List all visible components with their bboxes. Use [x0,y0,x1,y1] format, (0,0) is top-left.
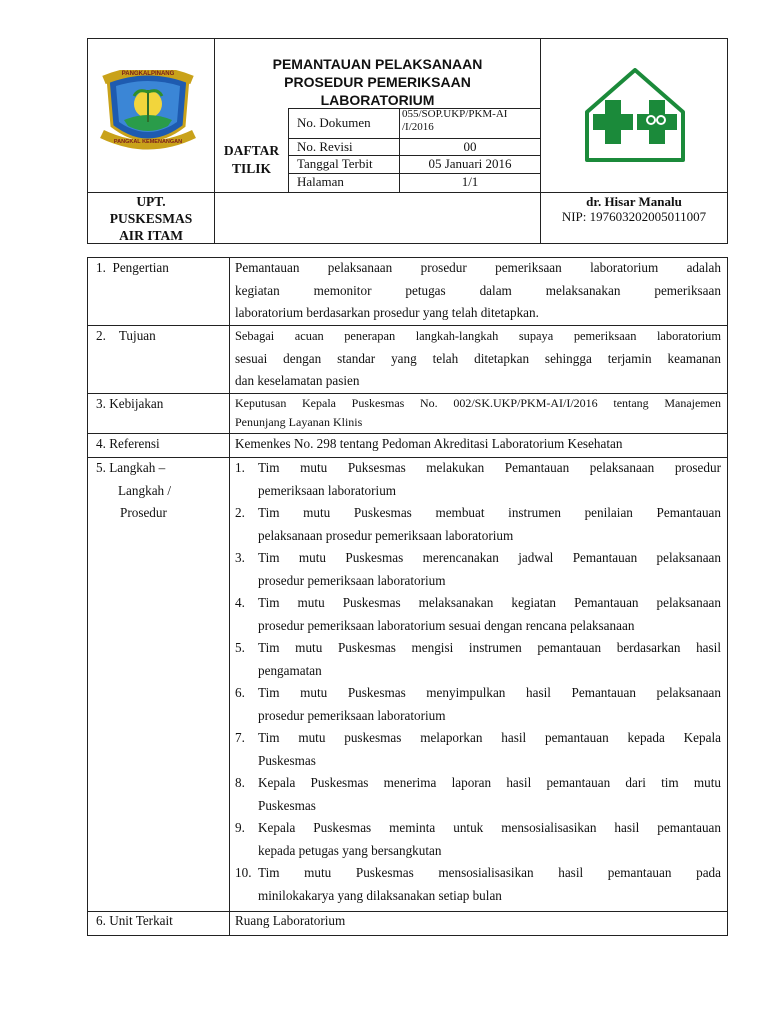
step-line: Tim mutu puskesmas melaporkan hasil pemantauan kepada Kepala [258,730,721,745]
meta-value-issue-date: 05 Januari 2016 [428,156,512,171]
step-number: 9. [235,820,245,835]
text-line: Penunjang Layanan Klinis [235,415,363,429]
title-line: PROSEDUR PEMERIKSAAN [284,74,471,90]
city-emblem-logo [98,70,198,154]
meta-value-revision: 00 [463,139,477,154]
step-number: 3. [235,550,245,565]
title-line: LABORATORIUM [320,92,435,108]
document-title [215,55,540,109]
step-item [231,817,721,862]
step-number: 10. [235,865,252,880]
org-line: PUSKESMAS [109,211,193,226]
text-line: laboratorium berdasarkan prosedur yang telah ditetapkan. [235,305,539,320]
step-number: 4. [235,595,245,610]
section-content-kebijakan [235,394,721,432]
section-label-pengertian: 1. Pengertian [96,260,169,275]
step-line: Tim mutu Puskesmas merencanakan jadwal Pemantauan pelaksanaan [258,550,721,565]
logo-top-ribbon-text: PANGKALPINANG [121,71,175,77]
meta-label-doc-number: No. Dokumen [297,115,371,130]
step-line: Tim mutu Puskesmas mengisi instrumen pemantauan berdasarkan hasil [258,640,721,655]
section-label-tujuan: 2. Tujuan [96,328,156,343]
section-label-kebijakan: 3. Kebijakan [96,396,164,411]
doc-type-line: TILIK [231,161,272,176]
step-line: Kepala Puskesmas menerima laporan hasil pemantauan dari tim mutu [258,775,721,790]
text-line: Sebagai acuan penerapan langkah-langkah supaya pemeriksaan laboratorium [235,329,721,343]
meta-label-issue-date: Tanggal Terbit [297,156,373,171]
section-label-referensi: 4. Referensi [96,436,160,451]
step-line: Tim mutu Puskesmas melaksanakan kegiatan Pemantauan pelaksanaan [258,595,721,610]
step-number: 6. [235,685,245,700]
puskesmas-logo [585,68,685,162]
meta-value-page: 1/1 [461,174,479,189]
step-line: Tim mutu Puskesmas mensosialisasikan hasil pemantauan pada [258,865,721,880]
step-number: 2. [235,505,245,520]
step-number: 1. [235,460,245,475]
title-line: PEMANTAUAN PELAKSANAAN [272,56,483,72]
section-label-langkah [96,457,226,525]
organization-name [88,193,214,244]
step-line: prosedur pemeriksaan laboratorium [258,572,446,588]
org-line: AIR ITAM [119,228,183,243]
text-line: Keputusan Kepala Puskesmas No. 002/SK.UKP/PKM-AI/I/2016 tentang Manajemen [235,396,721,410]
section-content-referensi: Kemenkes No. 298 tentang Pedoman Akreditasi Laboratorium Kesehatan [235,436,623,451]
step-line: pengamatan [258,662,322,678]
step-number: 7. [235,730,245,745]
step-item [231,637,721,682]
step-line: Tim mutu Puskesmas membuat instrumen penilaian Pemantauan [258,505,721,520]
step-line: pemeriksaan laboratorium [258,482,397,498]
step-line: Tim mutu Puskesmas menyimpulkan hasil Pemantauan pelaksanaan [258,685,721,700]
step-item [231,682,721,727]
step-number: 8. [235,775,245,790]
step-item [231,547,721,592]
step-line: prosedur pemeriksaan laboratorium sesuai dengan rencana pelaksanaan [258,617,635,633]
meta-label-revision: No. Revisi [297,139,353,154]
text-line: sesuai dengan standar yang telah ditetapkan sehingga terjamin keamanan [235,350,721,366]
step-number: 5. [235,640,245,655]
meta-label-page: Halaman [297,174,344,189]
logo-bottom-ribbon-text: PANGKAL KEMENANGAN [113,139,183,145]
text-line: kegiatan memonitor petugas dalam melaksanakan pemeriksaan [235,282,721,298]
section-content-unit-terkait: Ruang Laboratorium [235,913,346,928]
label-line: 5. Langkah – [96,460,166,475]
section-content-pengertian [235,257,721,325]
text-line: Pemantauan pelaksanaan prosedur pemeriksaan laboratorium adalah [235,260,721,275]
signer-nip: NIP: 197603202005011007 [561,209,707,224]
step-line: Kepala Puskesmas meminta untuk mensosialisasikan hasil pemantauan [258,820,721,835]
step-item [231,457,721,502]
step-line: Tim mutu Puksesmas melakukan Pemantauan pelaksanaan prosedur [258,460,721,475]
step-line: Puskesmas [258,797,316,813]
step-line: prosedur pemeriksaan laboratorium [258,707,446,723]
step-line: kepada petugas yang bersangkutan [258,842,442,858]
document-type [215,142,288,178]
signer-name: dr. Hisar Manalu [586,194,682,209]
meta-value-doc-number: 055/SOP.UKP/PKM-AI /I/2016 [402,108,508,133]
step-item [231,862,721,907]
text-line: dan keselamatan pasien [235,373,360,388]
procedure-steps [231,457,721,907]
step-item [231,502,721,547]
step-item [231,772,721,817]
step-line: Puskesmas [258,752,316,768]
step-item [231,727,721,772]
step-line: pelaksanaan prosedur pemeriksaan laboratorium [258,527,514,543]
section-content-tujuan [235,325,721,393]
doc-type-line: DAFTAR [223,143,280,158]
section-label-unit-terkait: 6. Unit Terkait [96,913,173,928]
step-line: minilokakarya yang dilaksanakan setiap bulan [258,887,502,903]
step-item [231,592,721,637]
org-line: UPT. [136,194,166,209]
label-line: Prosedur [120,505,167,520]
label-line: Langkah / [118,482,172,498]
